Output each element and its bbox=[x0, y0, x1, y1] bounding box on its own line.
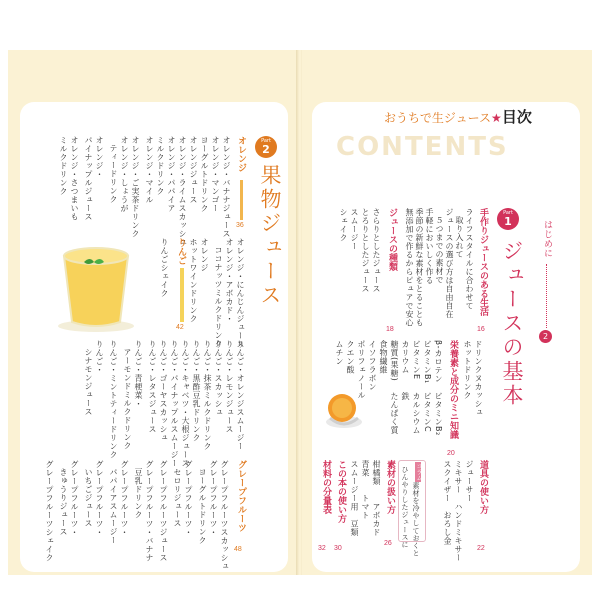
orange2-item-4: オレンジ bbox=[200, 238, 209, 272]
sec-types-title: ジュースの種類 bbox=[387, 208, 397, 271]
part2-title: 果物ジュース bbox=[258, 164, 282, 308]
prep-line-3: スムージー用 豆類 bbox=[350, 460, 359, 537]
sec-book-title: この本の使い方 bbox=[336, 460, 346, 523]
nutrition-a-9: クエン酸 bbox=[346, 340, 355, 374]
grapefruit-item-6: グレープフルーツジュース bbox=[159, 460, 168, 562]
grapefruit-item-10: パパイアスムージー bbox=[109, 468, 118, 545]
grapefruit-item-14: きゅうりジュース bbox=[59, 468, 68, 536]
grapefruit-item-15: グレープフルーツシェイク bbox=[45, 460, 54, 562]
sec-nutrition-page: 20 bbox=[447, 450, 455, 457]
intro-label: はじめに bbox=[542, 220, 552, 258]
prep-line-2: 青菜 トマト bbox=[361, 460, 370, 520]
orange-item-13: パイナップルジュース bbox=[84, 136, 93, 221]
nutrition-b-3: カルシウム bbox=[412, 392, 421, 435]
orange-item-8: オレンジ・マイル bbox=[145, 136, 154, 204]
lifestyle-line-4: ５つまでの素材で bbox=[435, 216, 444, 284]
orange-item-4: オレンジジュース bbox=[189, 136, 198, 204]
types-line-2: とろりとしたジュース bbox=[361, 208, 370, 293]
juice-glass-photo bbox=[48, 238, 144, 334]
grapefruit-item-8: 豆乳ドリンク bbox=[134, 468, 143, 519]
types-line-4: シェイク bbox=[339, 208, 348, 242]
column-line-2: ひんやりしたジュースに bbox=[401, 466, 409, 549]
part1-badge-number: 1 bbox=[504, 215, 512, 228]
drink-line-2: ホットドリンク bbox=[463, 340, 472, 400]
nutrition-a-10: ムチン bbox=[335, 340, 344, 366]
orange-item-3: ヨーグルトドリンク bbox=[200, 136, 209, 213]
apple-item-11: りんご・青梗菜・ bbox=[134, 340, 143, 408]
orange-item-2: オレンジ・マンゴー bbox=[211, 136, 220, 213]
orange-page: 36 bbox=[236, 222, 244, 229]
part2-badge bbox=[255, 136, 277, 158]
part1-badge bbox=[497, 208, 519, 230]
sec-measure-page: 32 bbox=[318, 545, 326, 552]
grapefruit-item-2: グレープフルーツ・ bbox=[209, 460, 218, 537]
nutrition-a-6: 食物繊維 bbox=[379, 340, 388, 374]
toc-label: 目次 bbox=[501, 108, 532, 126]
lifestyle-line-1: ライフスタイルに合わせて bbox=[465, 208, 474, 310]
orange-item-6: オレンジ・パパイア bbox=[167, 136, 176, 213]
part2-badge-number: 2 bbox=[262, 143, 270, 156]
apple-item-14: りんご・ bbox=[95, 340, 104, 374]
orange2-item-3: ココナッツミルクドリンク bbox=[214, 246, 223, 348]
apple-item-10: りんご・レタスジュース bbox=[148, 340, 157, 434]
orange-item-9: オレンジ・ご実茶ドリンク bbox=[131, 136, 140, 238]
apple-item-15: シナモンジュース bbox=[84, 348, 93, 416]
orange-item-5: オレンジ・ライムスカッシュ bbox=[178, 136, 187, 247]
types-line-3: スムージー bbox=[350, 208, 359, 251]
sec-prep-page: 26 bbox=[384, 540, 392, 547]
orange-title: オレンジ bbox=[236, 136, 246, 172]
drink-line-1: ドリンクヌカッシュ bbox=[474, 340, 483, 417]
orange-item-14: オレンジ・さつまいも bbox=[70, 136, 79, 221]
book-title: おうちで生ジュース bbox=[384, 111, 492, 125]
grapefruit-item-7: グレープフルーツ・バナナ bbox=[145, 460, 154, 562]
apple-item-8: りんご・パイナップルスムージー bbox=[170, 340, 179, 468]
apple-item-13: りんご・ミントティードリンク bbox=[109, 340, 118, 459]
lifestyle-line-3: ジュースの選び方は自由自在 bbox=[445, 208, 454, 319]
squeezer-photo bbox=[322, 388, 366, 432]
apple-item-2: りんご・オレンジスムージー bbox=[236, 340, 245, 451]
sec-lifestyle-page: 16 bbox=[477, 326, 485, 333]
column-label: コラム bbox=[415, 463, 422, 481]
intro-rule bbox=[546, 264, 547, 328]
apple-bar bbox=[180, 268, 184, 322]
tools-line-1: ジューサー bbox=[465, 460, 474, 503]
types-line-1: さらりとしたジュース bbox=[372, 208, 381, 293]
sec-tools-page: 22 bbox=[477, 545, 485, 552]
sec-lifestyle-title: 手作りジュースのある生活 bbox=[478, 208, 488, 316]
apple-title: りんご bbox=[176, 238, 186, 265]
tools-line-3: スクイザー おろし金 bbox=[443, 460, 452, 545]
grapefruit-title: グレープフルーツ bbox=[236, 460, 246, 532]
orange-bar bbox=[240, 180, 243, 220]
nutrition-a-1: β-カロテン bbox=[434, 340, 443, 383]
part1-title: ジュースの基本 bbox=[500, 240, 524, 408]
grapefruit-item-13: グレープフルーツ・ bbox=[70, 460, 79, 537]
orange2-item-2: オレンジ・アボカド・ bbox=[225, 238, 234, 323]
grapefruit-item-4: グレープフルーツ・ bbox=[184, 460, 193, 537]
sec-book-page: 30 bbox=[334, 545, 342, 552]
tools-line-2: ミキサー ハンドミキサー bbox=[454, 460, 463, 562]
sec-types-page: 18 bbox=[386, 326, 394, 333]
nutrition-a-5: 糖質(果糖) bbox=[390, 340, 399, 382]
nutrition-a-3: ビタミンE bbox=[412, 340, 421, 380]
lifestyle-line-2: 取り入れて bbox=[455, 216, 464, 259]
nutrition-a-7: イソフラボン bbox=[368, 340, 377, 391]
orange-item-11: ティードリンク bbox=[109, 144, 118, 204]
nutrition-a-4: カリウム bbox=[401, 340, 410, 374]
lifestyle-line-5: 手軽においしく作る bbox=[425, 208, 434, 285]
nutrition-b-5: たんぱく質 bbox=[390, 392, 399, 435]
orange-item-12: オレンジ・ bbox=[95, 136, 104, 179]
nutrition-a-2: ビタミンB₁ bbox=[423, 340, 432, 384]
apple-item-4: りんご・スカッシュ bbox=[214, 340, 223, 417]
orange2-item-1: オレンジ・にんじんジュース bbox=[236, 238, 245, 349]
column-line-1: 素材を冷やしておくと bbox=[412, 482, 420, 557]
orange-item-10: オレンジ・しょうが bbox=[120, 136, 129, 213]
intro-page-badge bbox=[539, 330, 552, 343]
orange-item-15: ミルクドリンク bbox=[59, 136, 68, 196]
sec-tools-title: 道具の使い方 bbox=[478, 460, 488, 514]
sec-nutrition-title: 栄養素と成分のミニ知識 bbox=[448, 340, 458, 439]
grapefruit-item-11: グレープフルーツ・ bbox=[95, 460, 104, 537]
grapefruit-item-9: グレープフルーツ・ bbox=[120, 460, 129, 537]
decorative-watermark: CONTENTS bbox=[336, 132, 509, 162]
part1-badge-label: Part bbox=[503, 210, 513, 216]
apple-item-12: アーモンドミルクドリンク bbox=[123, 348, 132, 450]
grapefruit-item-12: いちごジュース bbox=[84, 468, 93, 528]
grapefruit-page: 48 bbox=[234, 546, 242, 553]
apple-item-1: りんごシェイク bbox=[160, 238, 169, 298]
nutrition-b-4: 鉄 bbox=[401, 392, 410, 401]
book-spread bbox=[0, 40, 600, 600]
grapefruit-item-1: グレープフルーツスカッシュ bbox=[220, 460, 229, 571]
toc-header bbox=[384, 106, 532, 127]
apple-item-6: りんご・黒酢豆乳ドリンク bbox=[192, 340, 201, 442]
nutrition-b-1: ビタミンB₂ bbox=[434, 392, 443, 436]
apple-item-3: りんご・レモンジュース bbox=[225, 340, 234, 434]
part2-badge-label: Part bbox=[261, 138, 271, 144]
grapefruit-item-5: セロリジュース bbox=[173, 468, 182, 528]
orange-item-7: ミルクドリンク bbox=[156, 136, 165, 196]
prep-line-1: 柑橘類 アボカド bbox=[372, 460, 381, 537]
sec-prep-title: 素材の扱い方 bbox=[385, 460, 395, 514]
nutrition-b-2: ビタミンC bbox=[423, 392, 432, 433]
lifestyle-line-6: 季節の新鮮な素材をとることも bbox=[415, 208, 424, 327]
sec-measure-title: 材料の分量表 bbox=[321, 460, 331, 514]
lifestyle-line-7: 無添加で作るからピュアで安心 bbox=[405, 208, 414, 327]
apple-item-9: りんご・ゴーヤスカッシュ bbox=[159, 340, 168, 442]
apple-item-5: りんご・抹茶ミルクドリンク bbox=[203, 340, 212, 451]
orange-item-1: オレンジ・バナナジュース bbox=[222, 136, 231, 238]
apple-page: 42 bbox=[176, 324, 184, 331]
orange2-item-5: ホットワインドリンク bbox=[189, 238, 198, 323]
nutrition-a-8: ポリフェノール bbox=[357, 340, 366, 400]
apple-item-7: りんご・キャベツ・大根ジュース bbox=[181, 340, 190, 468]
star-icon: ★ bbox=[491, 111, 502, 125]
grapefruit-item-3: ヨーグルトドリンク bbox=[198, 468, 207, 545]
intro-page-number: 2 bbox=[542, 332, 549, 341]
